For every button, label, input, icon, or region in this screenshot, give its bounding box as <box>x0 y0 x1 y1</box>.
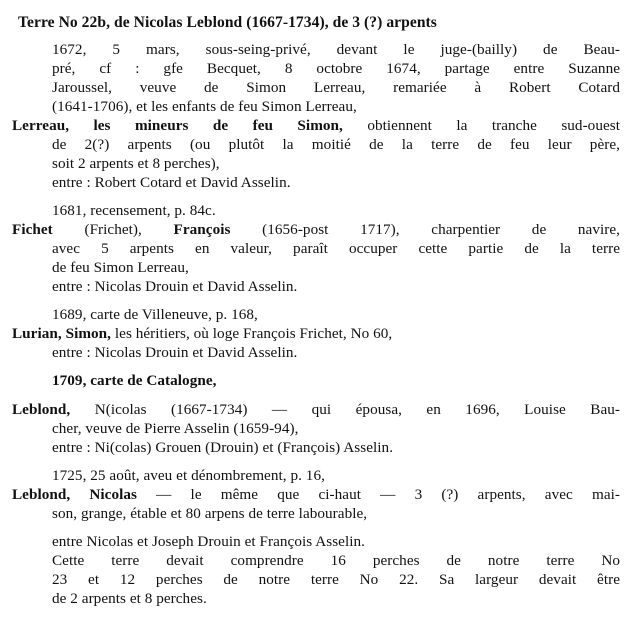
text-line: 23 et 12 perches de notre terre No 22. Sa largeur devait être <box>52 571 620 588</box>
text-line: de 2(?) arpents (ou plutôt la moitié de la terre de feu leur père, <box>52 136 620 153</box>
entry-heading <box>12 324 392 343</box>
date-line: 1709, carte de Catalogne, <box>52 372 217 389</box>
heading-name: Fichet <box>12 221 53 238</box>
text-line: Cette terre devait comprendre 16 perches de notre terre No <box>52 552 620 569</box>
document-title: Terre No 22b, de Nicolas Leblond (1667-1734), de 3 (?) arpents <box>18 14 437 31</box>
heading-text: N(icolas (1667-1734) — qui épousa, en 1696, Louise Bau- <box>70 401 620 418</box>
heading-text: (1656-post 1717), charpentier de navire, <box>230 221 620 238</box>
text-line: 1672, 5 mars, sous-seing-privé, devant le juge-(bailly) de Beau- <box>52 41 620 58</box>
entry-heading <box>12 116 620 135</box>
entry-heading <box>12 220 620 239</box>
date-line: 1725, 25 août, aveu et dénombrement, p. 16, <box>52 467 325 484</box>
heading-text: (Frichet), <box>52 221 174 238</box>
entry-heading <box>12 485 620 504</box>
text-line: cher, veuve de Pierre Asselin (1659-94), <box>52 420 299 437</box>
heading-name: François <box>173 221 231 238</box>
text-line: de feu Simon Lerreau, <box>52 259 189 276</box>
heading-name: Leblond, Nicolas <box>12 486 137 503</box>
text-line: avec 5 arpents en valeur, paraît occuper cette partie de la terre <box>52 240 620 257</box>
text-line: entre : Nicolas Drouin et David Asselin. <box>52 278 298 295</box>
text-line: pré, cf : gfe Becquet, 8 octobre 1674, partage entre Suzanne <box>52 60 620 77</box>
text-line: Jaroussel, veuve de Simon Lerreau, remariée à Robert Cotard <box>52 79 620 96</box>
heading-text: obtiennent la tranche sud-ouest <box>342 117 620 134</box>
date-line: 1689, carte de Villeneuve, p. 168, <box>52 306 258 323</box>
text-line: de 2 arpents et 8 perches. <box>52 590 207 607</box>
text-line: son, grange, étable et 80 arpens de terre labourable, <box>52 505 368 522</box>
date-line: 1681, recensement, p. 84c. <box>52 202 216 219</box>
heading-text: les héritiers, où loge François Frichet, No 60, <box>111 325 393 342</box>
text-line: entre : Ni(colas) Grouen (Drouin) et (François) Asselin. <box>52 439 394 456</box>
heading-name: Lerreau, les mineurs de feu Simon, <box>12 117 343 134</box>
text-line: (1641-1706), et les enfants de feu Simon Lerreau, <box>52 98 357 115</box>
heading-text: — le même que ci-haut — 3 (?) arpents, avec mai- <box>136 486 620 503</box>
heading-name: Lurian, Simon, <box>12 325 112 342</box>
text-line: entre : Robert Cotard et David Asselin. <box>52 174 291 191</box>
text-line: entre : Nicolas Drouin et David Asselin. <box>52 344 298 361</box>
text-line: entre Nicolas et Joseph Drouin et François Asselin. <box>52 533 365 550</box>
text-line: soit 2 arpents et 8 perches), <box>52 155 220 172</box>
heading-name: Leblond, <box>12 401 71 418</box>
entry-heading <box>12 400 620 419</box>
